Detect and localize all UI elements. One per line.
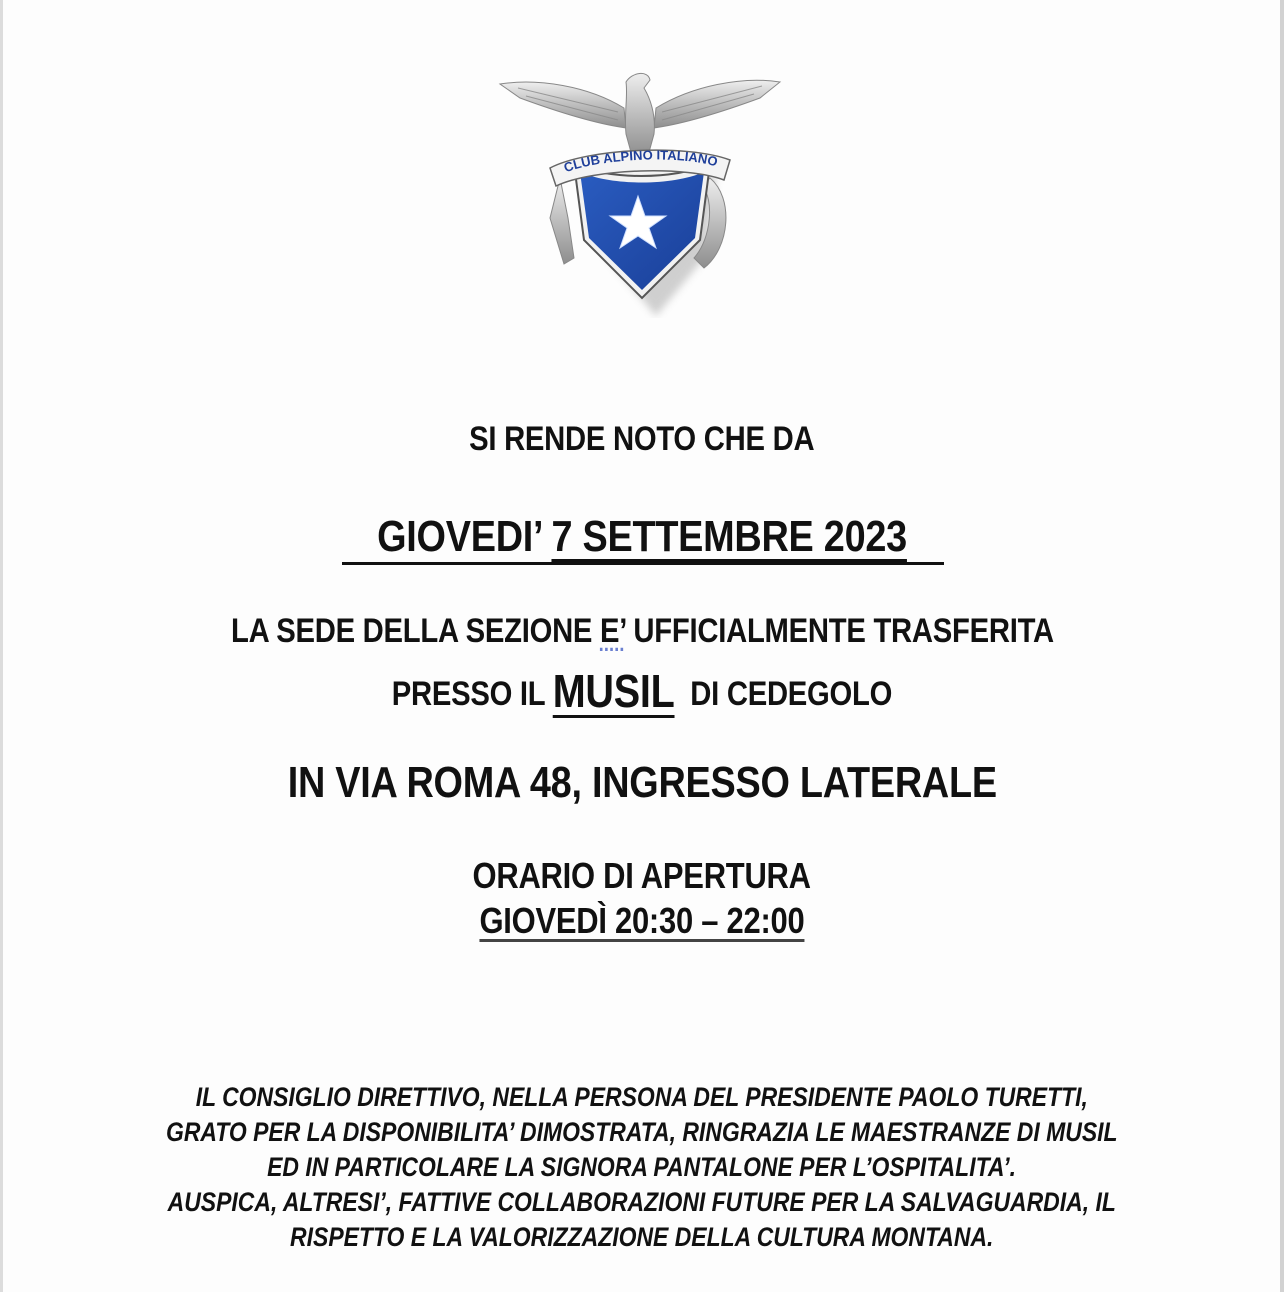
musil-place: MUSIL	[552, 665, 675, 717]
notice-sede-line: LA SEDE DELLA SEZIONE E’ UFFICIALMENTE TRASFERITA	[230, 612, 1054, 650]
date-weekday: GIOVEDI’	[377, 512, 542, 561]
closing-line: GRATO PER LA DISPONIBILITA’ DIMOSTRATA, RINGRAZIA LE MAESTRANZE DI MUSIL	[166, 1117, 1118, 1147]
closing-line: RISPETTO E LA VALORIZZAZIONE DELLA CULTURA MONTANA.	[290, 1222, 994, 1252]
hours-value: GIOVEDÌ 20:30 – 22:00	[479, 900, 805, 941]
closing-line: AUSPICA, ALTRESI’, FATTIVE COLLABORAZIONI FUTURE PER LA SALVAGUARDIA, IL	[167, 1187, 1117, 1217]
sede-verb: E’	[599, 612, 626, 650]
hours-title: ORARIO DI APERTURA	[472, 855, 812, 896]
notice-intro: SI RENDE NOTO CHE DA	[469, 420, 815, 458]
notice-presso-line: PRESSO IL MUSIL DI CEDEGOLO	[391, 665, 893, 717]
notice-address: IN VIA ROMA 48, INGRESSO LATERALE	[287, 758, 997, 807]
date-day: 7 SETTEMBRE 2023	[551, 512, 907, 561]
closing-line: ED IN PARTICOLARE LA SIGNORA PANTALONE PER L’OSPITALITA’.	[267, 1152, 1017, 1182]
logo-banner-text: CLUB ALPINO ITALIANO	[561, 147, 720, 176]
notice-date	[0, 512, 1284, 562]
date-underline-rule	[342, 562, 944, 565]
closing-paragraph	[0, 1080, 1284, 1255]
cai-eagle-logo-icon	[498, 68, 782, 318]
closing-line: IL CONSIGLIO DIRETTIVO, NELLA PERSONA DEL PRESIDENTE PAOLO TURETTI,	[195, 1082, 1089, 1112]
